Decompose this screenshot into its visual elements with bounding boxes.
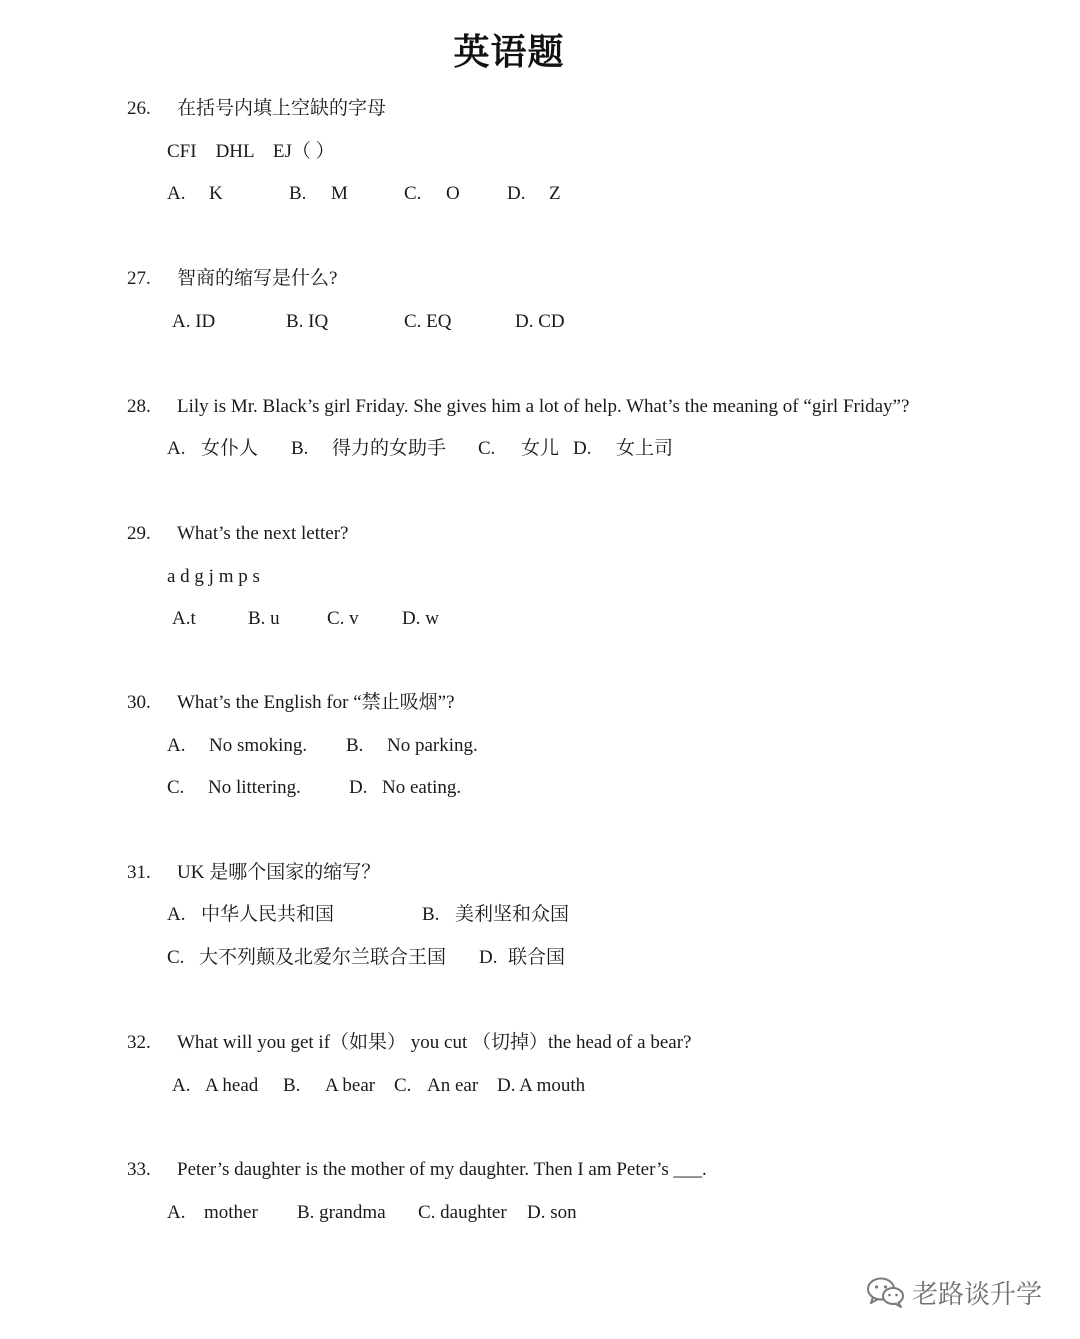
question-text: Peter’s daughter is the mother of my daughter. Then I am Peter’s ___. xyxy=(177,1159,707,1180)
watermark xyxy=(866,1274,1042,1310)
watermark-text: 老路谈升学 xyxy=(912,1279,1043,1310)
option-text: No parking. xyxy=(387,735,478,756)
option: A. ID xyxy=(172,311,216,332)
option-text: 中华人民共和国 xyxy=(201,904,335,925)
option-text: 大不列颠及北爱尔兰联合王国 xyxy=(199,947,447,968)
option-label: A. xyxy=(167,438,186,459)
option-text: No smoking. xyxy=(209,735,308,756)
question-number: 26. xyxy=(127,98,151,119)
question-text: 智商的缩写是什么? xyxy=(177,268,338,289)
question-number: 30. xyxy=(127,692,151,713)
option: C. v xyxy=(327,608,359,629)
question-text: Lily is Mr. Black’s girl Friday. She gives him a lot of help. What’s the meaning of “girl Friday”? xyxy=(177,396,910,417)
option-text: O xyxy=(446,183,460,204)
question-text: What’s the next letter? xyxy=(177,523,349,544)
question-text: What will you get if（如果） you cut （切掉）the head of a bear? xyxy=(177,1032,692,1053)
option-text: No littering. xyxy=(208,777,301,798)
question-text: What’s the English for “禁止吸烟”? xyxy=(177,692,455,713)
option-text: 女仆人 xyxy=(201,438,259,459)
option-label: C. xyxy=(404,183,422,204)
option-text: 女上司 xyxy=(616,438,674,459)
option: B. IQ xyxy=(286,311,329,332)
option-label: D. xyxy=(349,777,368,798)
option: B. grandma xyxy=(297,1202,386,1223)
option: C. EQ xyxy=(404,311,452,332)
option-label: B. xyxy=(291,438,309,459)
option-text: A bear xyxy=(325,1075,376,1096)
question-number: 32. xyxy=(127,1032,151,1053)
option: D. w xyxy=(402,608,439,629)
page-title: 英语题 xyxy=(453,32,565,73)
option-label: A. xyxy=(167,735,186,756)
option-label: A. xyxy=(172,1075,191,1096)
option: C. daughter xyxy=(418,1202,507,1223)
option-text: mother xyxy=(204,1202,258,1223)
option-text: A head xyxy=(205,1075,259,1096)
option-label: C. xyxy=(478,438,496,459)
question-text: 在括号内填上空缺的字母 xyxy=(177,98,387,119)
question-text: UK 是哪个国家的缩写？ xyxy=(177,862,381,883)
option-label: C. xyxy=(167,777,185,798)
option-text: 得力的女助手 xyxy=(332,438,447,459)
question-26-sequence: CFI DHL EJ（ ） xyxy=(167,141,335,162)
option-text: K xyxy=(209,183,223,204)
option-label: C. xyxy=(394,1075,412,1096)
question-29-sequence: a d g j m p s xyxy=(167,566,260,587)
option-text: 美利坚和众国 xyxy=(455,904,570,925)
option-label: B. xyxy=(422,904,440,925)
option: D. A mouth xyxy=(497,1075,586,1096)
option: B. u xyxy=(248,608,280,629)
question-number: 29. xyxy=(127,523,151,544)
question-number: 27. xyxy=(127,268,151,289)
question-number: 28. xyxy=(127,396,151,417)
option: D. son xyxy=(527,1202,577,1223)
option-label: D. xyxy=(479,947,498,968)
option-label: C. xyxy=(167,947,185,968)
question-number: 33. xyxy=(127,1159,151,1180)
option-label: D. xyxy=(573,438,592,459)
option-text: No eating. xyxy=(382,777,462,798)
option-text: 女儿 xyxy=(521,438,560,459)
option: A.t xyxy=(172,608,196,629)
option-label: A. xyxy=(167,183,186,204)
option-text: Z xyxy=(549,183,561,204)
option-text: An ear xyxy=(427,1075,479,1096)
option-label: B. xyxy=(346,735,364,756)
question-number: 31. xyxy=(127,862,151,883)
option: D. CD xyxy=(515,311,565,332)
option-label: B. xyxy=(289,183,307,204)
option-label: A. xyxy=(167,904,186,925)
option-label: A. xyxy=(167,1202,186,1223)
option-text: M xyxy=(331,183,348,204)
option-text: 联合国 xyxy=(508,947,566,968)
wechat-icon xyxy=(866,1275,906,1309)
option-label: D. xyxy=(507,183,526,204)
option-label: B. xyxy=(283,1075,301,1096)
